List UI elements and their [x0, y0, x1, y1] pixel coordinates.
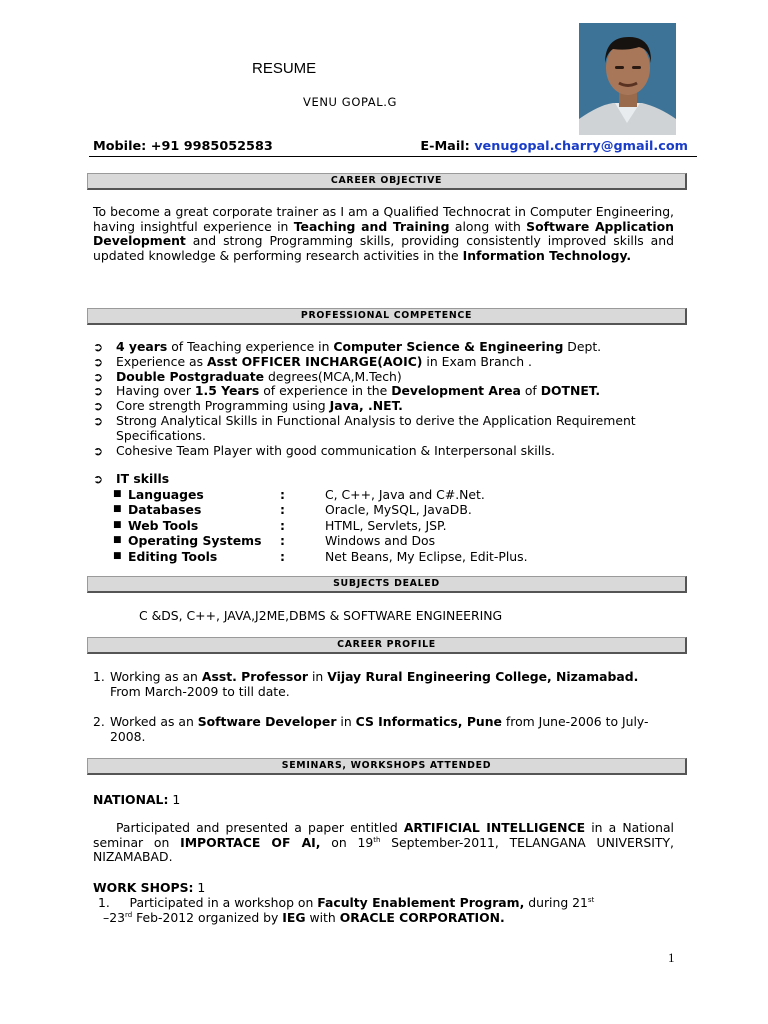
mobile-info — [93, 139, 273, 154]
objective-text: To become a great corporate trainer as I am a Qualified Technocrat in Computer Engineering, having insightful experience in Teaching and Training along with Software Application Development and strong Programming skills, providing consistently improved skills and updated knowledge & performing research activities in the Information Technology. — [93, 204, 675, 263]
section-seminars: SEMINARS, WORKSHOPS ATTENDED — [87, 758, 687, 775]
skill-row: ■ Web Tools : HTML, Servlets, JSP. — [113, 517, 447, 533]
profile-item-2: 2. Worked as an Software Developer in CS Informatics, Pune from June-2006 to July-2008. — [93, 714, 649, 744]
candidate-name: VENU GOPAL.G — [303, 95, 398, 109]
header-divider — [89, 156, 697, 157]
square-bullet-icon: ■ — [113, 535, 122, 546]
workshops-heading: WORK SHOPS: 1 — [93, 880, 206, 895]
workshop-item: 1. Participated in a workshop on Faculty Enablement Program, during 21st –23rd Feb-2012 organized by IEG with ORACLE CORPORATION. — [98, 895, 595, 925]
mobile-number: +91 9985052583 — [150, 139, 273, 154]
contact-line — [93, 139, 688, 156]
arrow-bullet-icon: ➲ — [93, 443, 104, 458]
skill-row: ■ Operating Systems : Windows and Dos — [113, 533, 436, 549]
square-bullet-icon: ■ — [113, 550, 122, 561]
square-bullet-icon: ■ — [113, 519, 122, 530]
list-item: ➲ Double Postgraduate degrees(MCA,M.Tech) — [93, 368, 402, 384]
square-bullet-icon: ■ — [113, 489, 122, 499]
list-item: ➲ IT skills — [93, 471, 170, 486]
arrow-bullet-icon: ➲ — [93, 384, 104, 399]
profile-photo — [579, 23, 676, 135]
section-career-objective: CAREER OBJECTIVE — [87, 173, 687, 190]
section-professional-competence: PROFESSIONAL COMPETENCE — [87, 308, 687, 325]
square-bullet-icon: ■ — [113, 504, 122, 515]
section-subjects-dealed: SUBJECTS DEALED — [87, 576, 687, 593]
page-title: RESUME — [252, 60, 317, 77]
it-skills-table — [113, 487, 633, 564]
subjects-text: C &DS, C++, JAVA,J2ME,DBMS & SOFTWARE ENGINEERING — [139, 608, 503, 623]
list-item: ➲ Cohesive Team Player with good communication & Interpersonal skills. — [93, 442, 555, 458]
section-career-profile: CAREER PROFILE — [87, 637, 687, 654]
arrow-bullet-icon: ➲ — [93, 472, 104, 486]
email-label: E-Mail: — [420, 139, 470, 154]
arrow-bullet-icon: ➲ — [93, 413, 104, 428]
list-item: ➲ Strong Analytical Skills in Functional Analysis to derive the Application Requirement Specifications. — [93, 412, 636, 443]
list-item: ➲ Having over 1.5 Years of experience in the Development Area of DOTNET. — [93, 383, 601, 399]
email-link[interactable]: venugopal.charry@gmail.com — [474, 139, 688, 154]
it-skills-heading — [93, 472, 678, 487]
person-portrait-icon — [579, 23, 676, 135]
profile-item-1: 1. Working as an Asst. Professor in Vijay Rural Engineering College, Nizamabad. From March-2009 to till date. — [93, 669, 639, 699]
national-heading: NATIONAL: 1 — [93, 792, 181, 807]
list-item: ➲ Experience as Asst OFFICER INCHARGE(AOIC) in Exam Branch . — [93, 353, 532, 369]
list-item: ➲ Core strength Programming using Java, .NET. — [93, 398, 403, 414]
competence-list — [93, 340, 678, 458]
arrow-bullet-icon: ➲ — [93, 340, 104, 354]
mobile-label: Mobile: — [93, 139, 147, 154]
arrow-bullet-icon: ➲ — [93, 354, 104, 369]
seminar-text: Participated and presented a paper entitled ARTIFICIAL INTELLIGENCE in a National seminar on IMPORTACE OF AI, on 19th September-2011, TELANGANA UNIVERSITY, NIZAMABAD. — [93, 820, 674, 865]
list-item: ➲ 4 years of Teaching experience in Computer Science & Engineering Dept. — [93, 339, 602, 354]
email-info — [420, 139, 688, 154]
skill-row: ■ Databases : Oracle, MySQL, JavaDB. — [113, 502, 472, 518]
skill-row: ■ Languages : C, C++, Java and C#.Net. — [113, 487, 485, 502]
skill-row: ■ Editing Tools : Net Beans, My Eclipse, Edit-Plus. — [113, 548, 528, 564]
arrow-bullet-icon: ➲ — [93, 399, 104, 414]
arrow-bullet-icon: ➲ — [93, 369, 104, 384]
page-number: 1 — [668, 950, 675, 965]
